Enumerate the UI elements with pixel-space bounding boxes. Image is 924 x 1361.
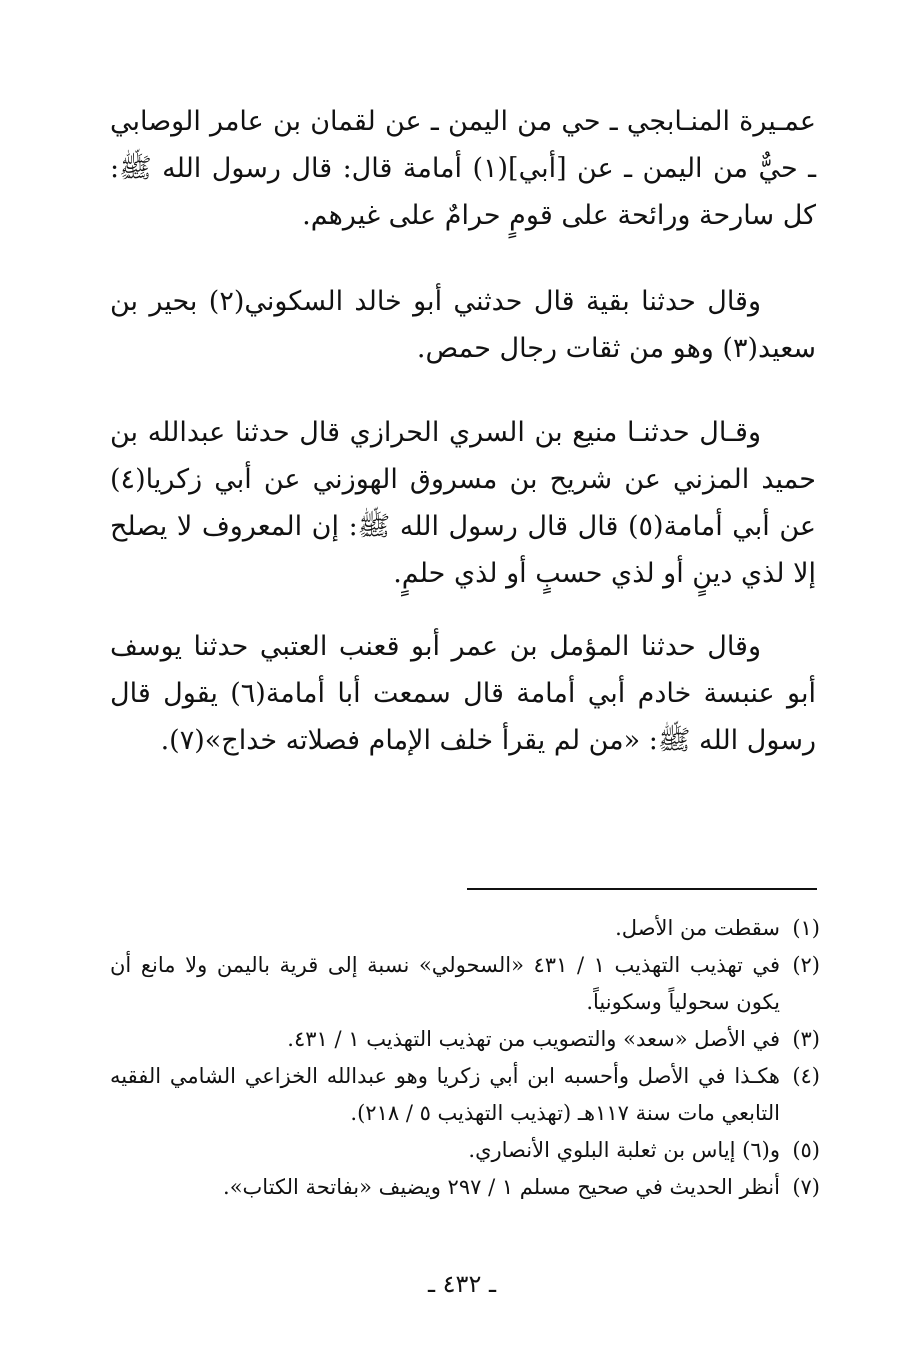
footnote-number: (٣) xyxy=(792,1027,820,1051)
footnote-text: في تهذيب التهذيب ١ / ٤٣١ «السحولي» نسبة إلى قرية باليمن ولا مانع أن يكون سحولياً وسكونياً. xyxy=(110,953,780,1014)
footnote-number: (٧) xyxy=(792,1175,820,1199)
paragraph-1: عمـيرة المنـابجي ـ حي من اليمن ـ عن لقمان بن عامر الوصابي ـ حيٌّ من اليمن ـ عن [أبي](١) أمامة قال: قال رسول الله ﷺ: كل سارحة ورائحة على قومٍ حرامٌ على غيرهم. xyxy=(110,106,816,231)
footnote-2 xyxy=(110,947,820,1021)
footnote-text: هكـذا في الأصل وأحسبه ابن أبي زكريا وهو عبدالله الخزاعي الشامي الفقيه التابعي مات سنة ١١٧هـ (تهذيب التهذيب ٥ / ٢١٨). xyxy=(110,1064,780,1125)
footnote-number: (٤) xyxy=(792,1064,820,1088)
footnote-number: (٢) xyxy=(792,953,820,977)
paragraph-3: وقـال حدثنـا منيع بن السري الحرازي قال حدثنا عبدالله بن حميد المزني عن شريح بن مسروق الهوزني عن أبي زكريا(٤) عن أبي أمامة(٥) قال قال رسول الله ﷺ: إن المعروف لا يصلح إلا لذي دينٍ أو لذي حسبٍ أو لذي حلمٍ. xyxy=(110,417,817,589)
footnote-text: و(٦) إياس بن ثعلبة البلوي الأنصاري. xyxy=(468,1138,780,1162)
footnote-3 xyxy=(110,1021,820,1058)
footnote-4 xyxy=(110,1058,820,1132)
page-number: ـ ٤٣٢ ـ xyxy=(427,1270,496,1298)
footnote-text: في الأصل «سعد» والتصويب من تهذيب التهذيب ١ / ٤٣١. xyxy=(287,1027,780,1051)
footnote-number: (١) xyxy=(792,916,820,940)
footnote-number: (٥) xyxy=(792,1138,820,1162)
footnote-1 xyxy=(110,910,820,947)
footnote-7 xyxy=(110,1169,820,1206)
footnotes xyxy=(110,910,820,1206)
paragraph-4: وقال حدثنا المؤمل بن عمر أبو قعنب العتبي حدثنا يوسف أبو عنبسة خادم أبي أمامة قال سمعت أبا أمامة(٦) يقول قال رسول الله ﷺ: «من لم يقرأ خلف الإمام فصلاته خداج»(٧). xyxy=(110,631,816,756)
footnote-5 xyxy=(110,1132,820,1169)
footnote-text: سقطت من الأصل. xyxy=(615,916,780,940)
paragraph-2: وقال حدثنا بقية قال حدثني أبو خالد السكوني(٢) بحير بن سعيد(٣) وهو من ثقات رجال حمص. xyxy=(110,286,816,364)
footnote-text: أنظر الحديث في صحيح مسلم ١ / ٢٩٧ ويضيف «بفاتحة الكتاب». xyxy=(223,1175,780,1199)
footnote-separator xyxy=(467,888,817,890)
